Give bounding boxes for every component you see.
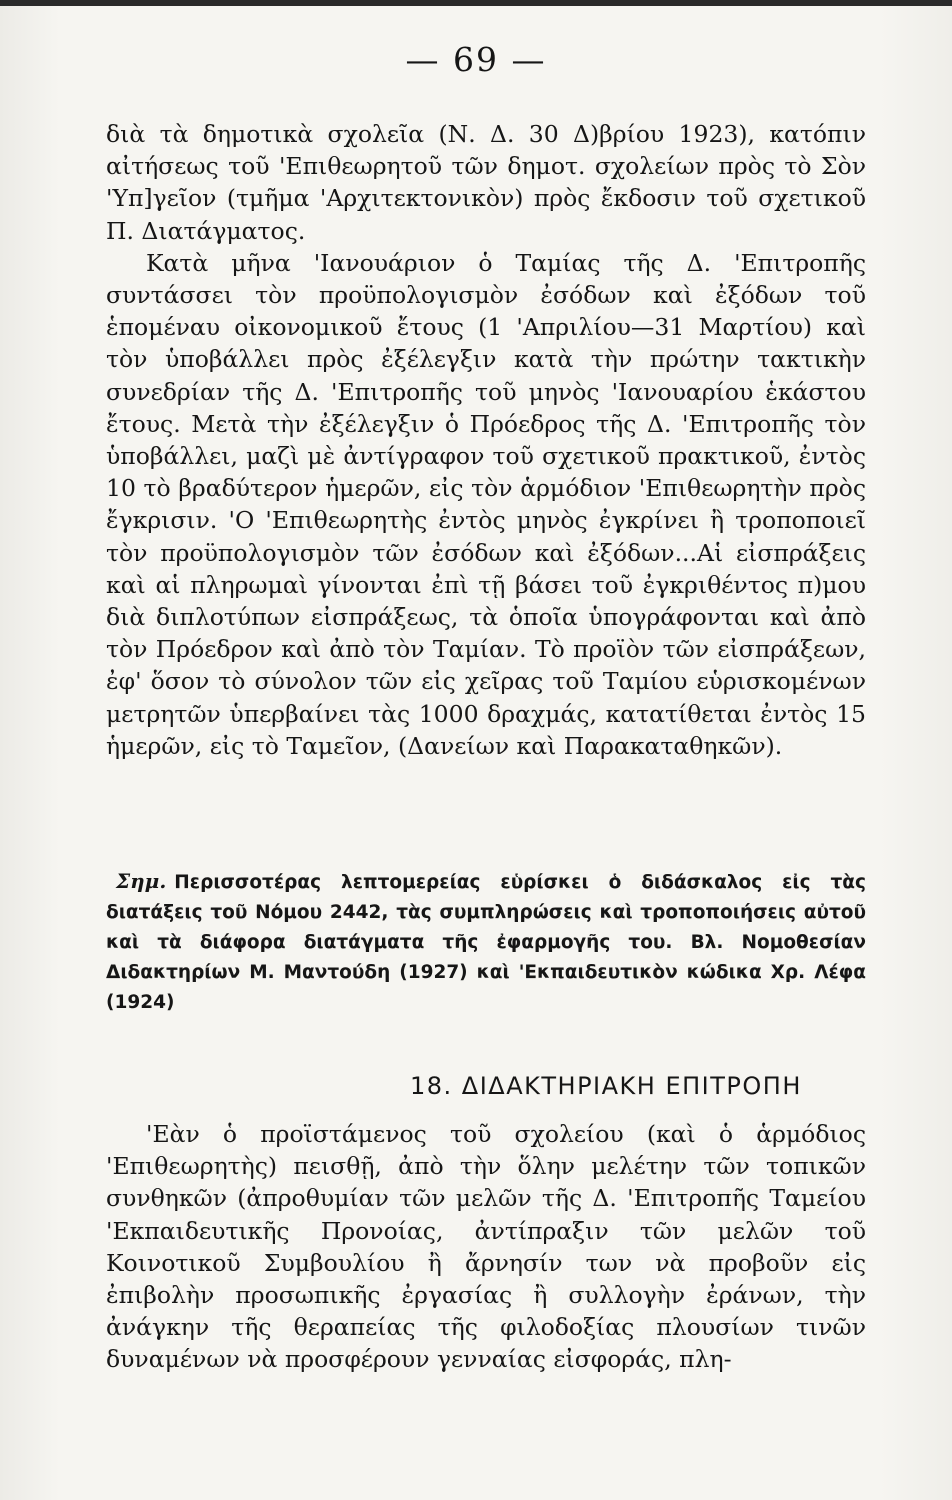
footnote — [106, 866, 866, 1018]
page-number: — 69 — — [405, 40, 547, 79]
section-heading: 18. ΔΙΔΑΚΤΗΡΙΑΚΗ ΕΠΙΤΡΟΠΗ — [410, 1072, 802, 1100]
section-text — [106, 1118, 866, 1376]
page-top-edge — [0, 0, 952, 6]
section-paragraph: 'Εὰν ὁ προϊστάμενος τοῦ σχολείου (καὶ ὁ ἁρμόδιος 'Επιθεωρητὴς) πεισθῇ, ἀπὸ τὴν ὅλην μελέτην τῶν τοπικῶν συνθηκῶν (ἀπροθυμίαν τῶν μελῶν τῆς Δ. 'Επιτροπῆς Ταμείου 'Εκπαιδευτικῆς Προνοίας, ἀντίπραξιν τῶν μελῶν τοῦ Κοινοτικοῦ Συμβουλίου ἢ ἄρνησίν των νὰ προβοῦν εἰς ἐπιβολὴν προσωπικῆς ἐργασίας ἢ συλλογὴν ἐράνων, τὴν ἀνάγκην τῆς θεραπείας τῆς φιλοδοξίας πλουσίων τινῶν δυναμένων νὰ προσφέρουν γενναίας εἰσφοράς, πλη- — [106, 1120, 866, 1374]
note-text: Περισσοτέρας λεπτομερείας εὑρίσκει ὁ διδάσκαλος εἰς τὰς διατάξεις τοῦ Νόμου 2442, τὰς συμπληρώσεις καὶ τροποποιήσεις αὐτοῦ καὶ τὰ διάφορα διατάγματα τῆς ἐφαρμογῆς του. Βλ. Νομοθεσίαν Διδακτηρίων Μ. Μαντούδη (1927) καὶ 'Εκπαιδευτικὸν κώδικα Χρ. Λέφα (1924) — [106, 872, 866, 1013]
main-text — [106, 118, 866, 762]
note-label: Σημ. — [116, 869, 167, 893]
paragraph-1: διὰ τὰ δημοτικὰ σχολεῖα (Ν. Δ. 30 Δ)βρίου 1923), κατόπιν αἰτήσεως τοῦ 'Επιθεωρητοῦ τῶν δημοτ. σχολείων πρὸς τὸ Σὸν 'Υπ]γεῖον (τμῆμα 'Αρχιτεκτονικὸν) πρὸς ἔκδοσιν τοῦ σχετικοῦ Π. Διατάγματος. — [106, 120, 866, 245]
paragraph-2: Κατὰ μῆνα 'Ιανουάριον ὁ Ταμίας τῆς Δ. 'Επιτροπῆς συντάσσει τὸν προϋπολογισμὸν ἐσόδων καὶ ἐξόδων τοῦ ἑπομέναυ οἰκονομικοῦ ἔτους (1 'Απριλίου—31 Μαρτίου) καὶ τὸν ὑποβάλλει πρὸς ἐξέλεγξιν κατὰ τὴν πρώτην τακτικὴν συνεδρίαν τῆς Δ. 'Επιτροπῆς τοῦ μηνὸς 'Ιανουαρίου ἑκάστου ἔτους. Μετὰ τὴν ἐξέλεγξιν ὁ Πρόεδρος τῆς Δ. 'Επιτροπῆς τὸν ὑποβάλλει, μαζὶ μὲ ἀντίγραφον τοῦ σχετικοῦ πρακτικοῦ, ἐντὸς 10 τὸ βραδύτερον ἡμερῶν, εἰς τὸν ἁρμόδιον 'Επιθεωρητὴν πρὸς ἔγκρισιν. 'Ο 'Επιθεωρητὴς ἐντὸς μηνὸς ἐγκρίνει ἢ τροποποιεῖ τὸν προϋπολογισμὸν τῶν ἐσόδων καὶ ἐξόδων...Αἱ εἰσπράξεις καὶ αἱ πληρωμαὶ γίνονται ἐπὶ τῇ βάσει τοῦ ἐγκριθέντος π)μου διὰ διπλοτύπων εἰσπράξεως, τὰ ὁποῖα ὑπογράφονται καὶ ἀπὸ τὸν Πρόεδρον καὶ ἀπὸ τὸν Ταμίαν. Τὸ προϊὸν τῶν εἰσπράξεων, ἐφ' ὅσον τὸ σύνολον τῶν εἰς χεῖρας τοῦ Ταμίου εὑρισκομένων μετρητῶν ὑπερβαίνει τὰς 1000 δραχμάς, κατατίθεται ἐντὸς 15 ἡμερῶν, εἰς τὸ Ταμεῖον, (Δανείων καὶ Παρακαταθηκῶν). — [106, 248, 866, 760]
